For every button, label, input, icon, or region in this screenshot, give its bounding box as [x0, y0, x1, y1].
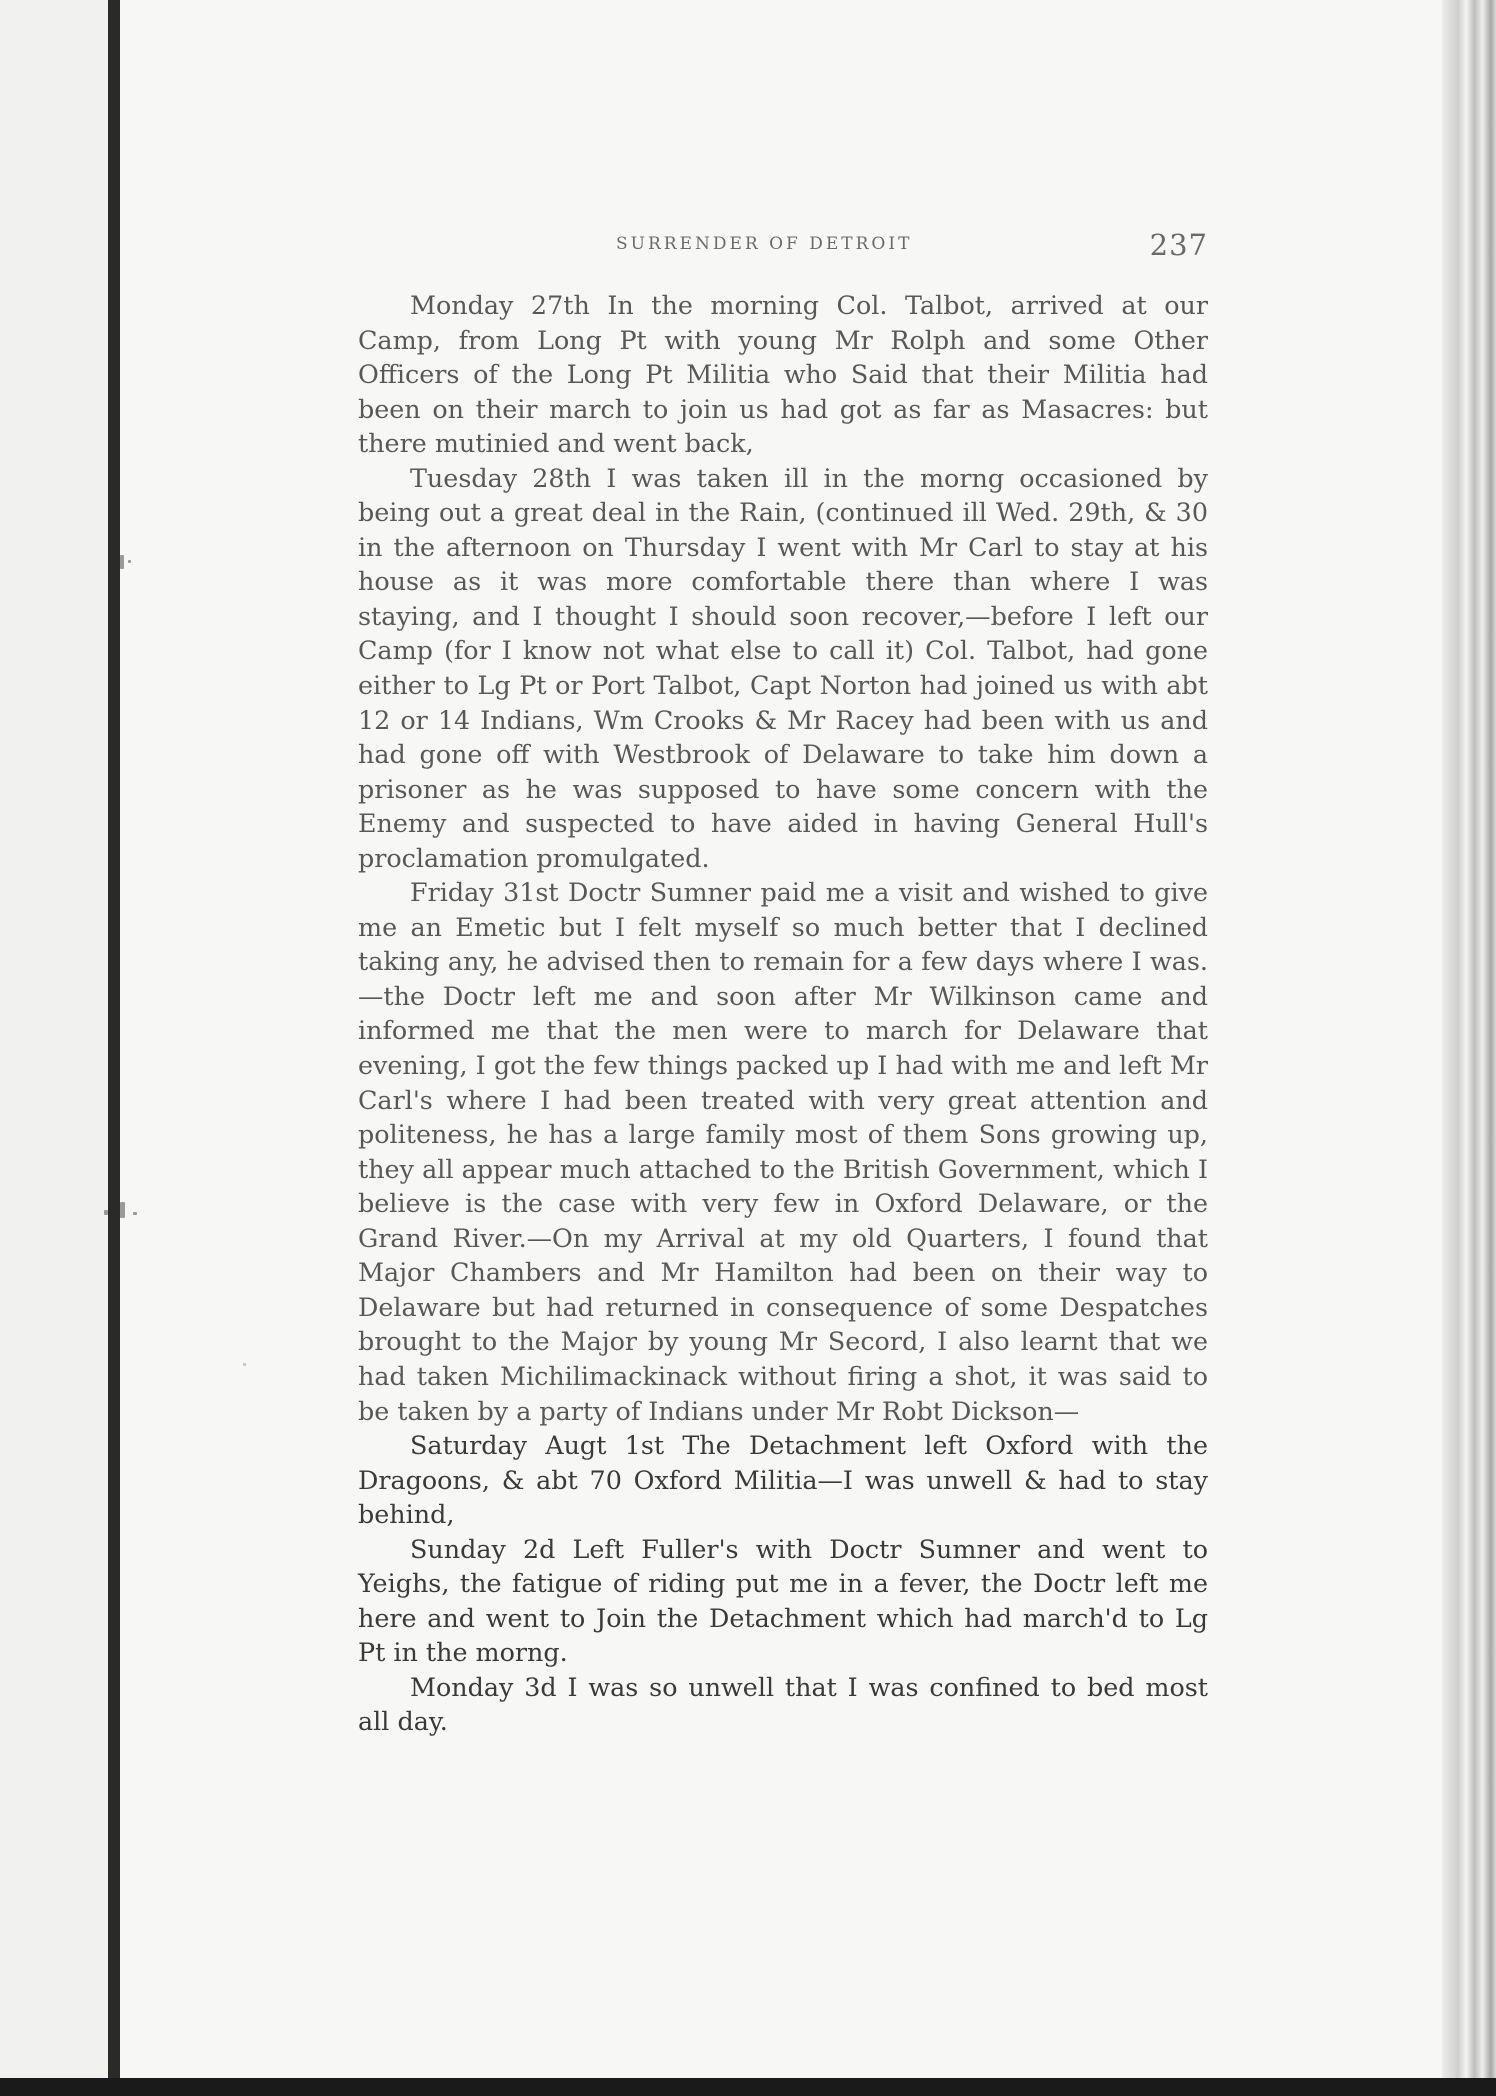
page-edge-stack — [1442, 0, 1496, 2078]
book-gutter — [108, 0, 120, 2096]
margin-speck — [120, 555, 124, 569]
diary-entry-friday-31: Friday 31st Doctr Sumner paid me a visit and wished to give me an Emetic but I felt myself so much better that I declined taking any, he advised then to remain for a few days where I was.—the Doctr left me and soon after Mr Wilkinson came and informed me that the men were to march for Delaware that evening, I got the few things packed up I had with me and left Mr Carl's where I had been treated with very great attention and politeness, he has a large family most of them Sons growing up, they all appear much attached to the British Government, which I believe is the case with very few in Oxford Delaware, or the Grand River.—On my Arrival at my old Quarters, I found that Major Chambers and Mr Hamilton had been on their way to Delaware but had returned in consequence of some Despatches brought to the Major by young Mr Secord, I also learnt that we had taken Michilimackinack without firing a shot, it was said to be taken by a party of Indians under Mr Robt Dickson— — [358, 877, 1208, 1426]
diary-entry-sunday-2: Sunday 2d Left Fuller's with Doctr Sumner and went to Yeighs, the fatigue of riding put me in a fever, the Doctr left me here and went to Join the Detachment which had march'd to Lg Pt in the morng. — [358, 1533, 1208, 1668]
diary-text — [358, 288, 1208, 1739]
page-number: 237 — [1149, 228, 1208, 262]
margin-speck — [120, 1202, 125, 1218]
diary-entry-tuesday-28: Tuesday 28th I was taken ill in the morng occasioned by being out a great deal in the Rain, (continued ill Wed. 29th, & 30 in the afternoon on Thursday I went with Mr Carl to stay at his house as it was more comfortable there than where I was staying, and I thought I should soon recover,—before I left our Camp (for I know not what else to call it) Col. Talbot, had gone either to Lg Pt or Port Talbot, Capt Norton had joined us with abt 12 or 14 Indians, Wm Crooks & Mr Racey had been with us and had gone off with Westbrook of Delaware to take him down a prisoner as he was supposed to have some concern with the Enemy and suspected to have aided in having General Hull's proclamation promulgated. — [358, 462, 1208, 873]
margin-speck — [128, 560, 131, 563]
facing-page-margin — [0, 0, 108, 2078]
margin-speck — [133, 1212, 137, 1215]
diary-entry-monday-27: Monday 27th In the morning Col. Talbot, arrived at our Camp, from Long Pt with young Mr Rolph and some Other Officers of the Long Pt Militia who Said that their Militia had been on their march to join us had got as far as Masacres: but there mutinied and went back, — [358, 290, 1208, 459]
running-head: SURRENDER OF DETROIT — [616, 234, 913, 254]
diary-entry-saturday-aug-1: Saturday Augt 1st The Detachment left Oxford with the Dragoons, & abt 70 Oxford Militia—I was unwell & had to stay behind, — [358, 1430, 1208, 1530]
margin-speck — [243, 1363, 246, 1366]
scan-border — [0, 2078, 1496, 2096]
diary-entry-monday-3: Monday 3d I was so unwell that I was confined to bed most all day. — [358, 1671, 1208, 1737]
page-header — [358, 228, 1208, 268]
margin-speck — [104, 1210, 108, 1215]
